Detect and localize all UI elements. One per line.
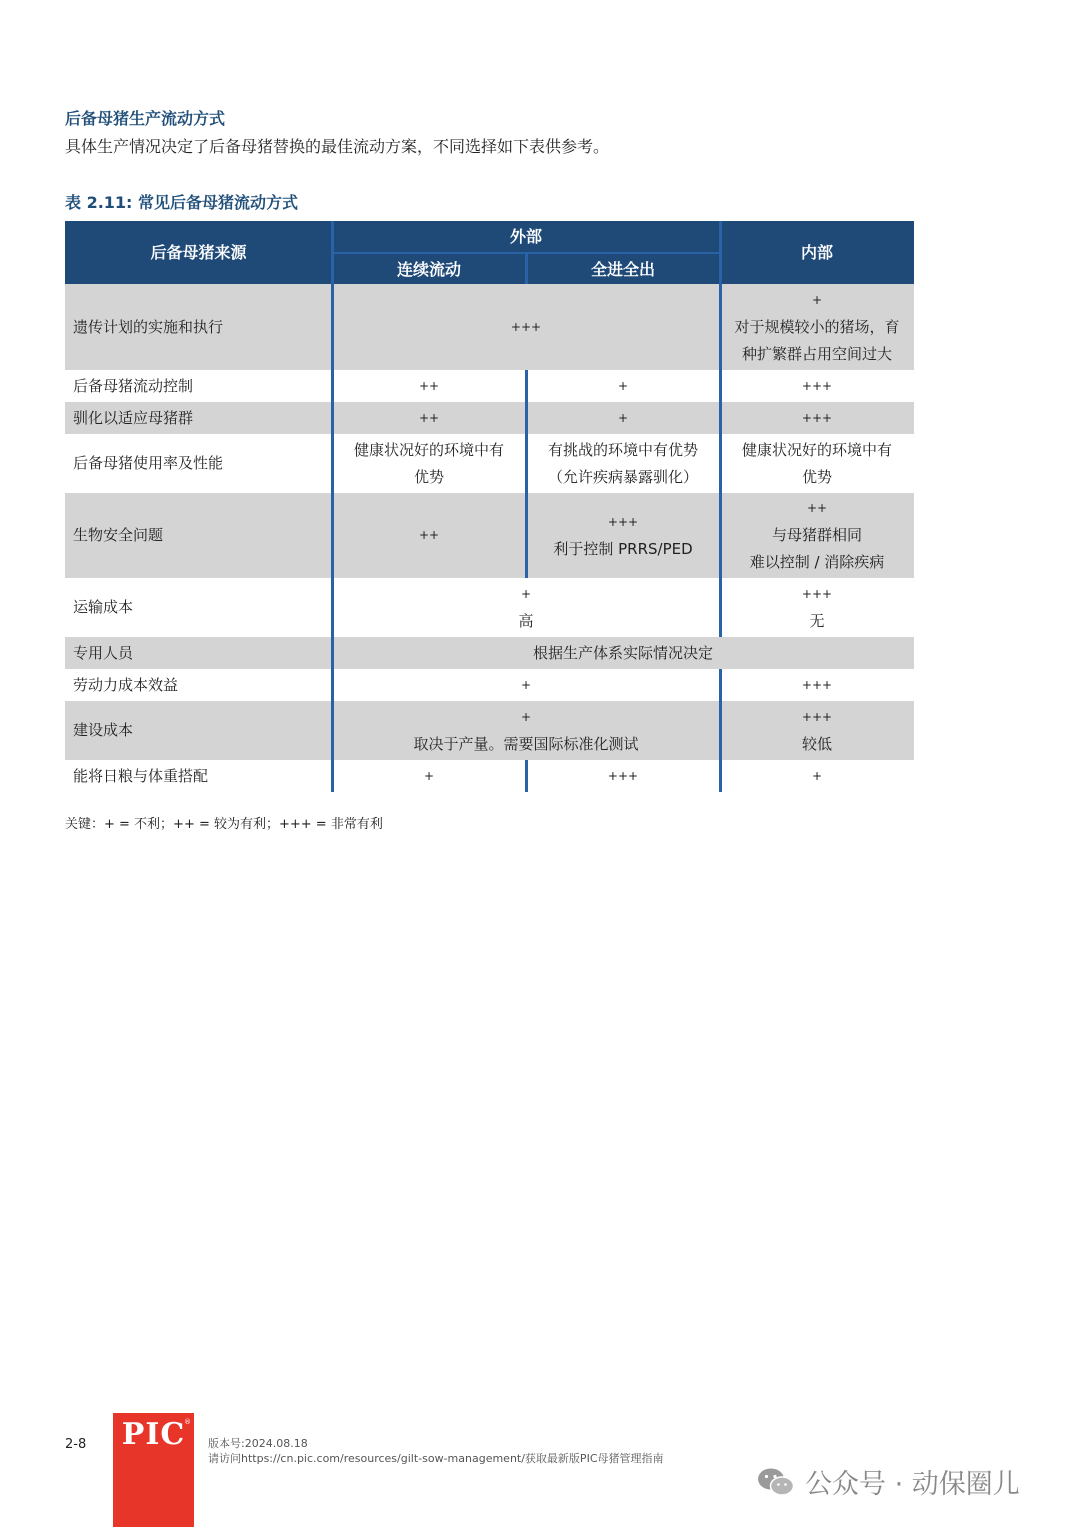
section-title: 后备母猪生产流动方式 — [65, 109, 226, 128]
cell-line: + — [520, 709, 532, 724]
cell-all-in-all-out: +++ — [607, 768, 639, 783]
cell-continuous: ++ — [418, 410, 440, 425]
cell-line: 健康状况好的环境中有 — [353, 440, 504, 459]
cell-line: 利于控制 PRRS/PED — [553, 539, 693, 558]
cell-continuous — [332, 434, 526, 493]
cell-line: +++ — [801, 709, 833, 724]
column-divider — [525, 370, 528, 578]
cell-line: 优势 — [801, 467, 832, 486]
row-label: 生物安全问题 — [73, 526, 164, 544]
cell-line: 无 — [809, 611, 825, 630]
cell-line: ++ — [806, 501, 828, 515]
cell-all-in-all-out — [526, 493, 720, 578]
row-label: 驯化以适应母猪群 — [73, 408, 194, 427]
cell-continuous: ++ — [418, 378, 440, 393]
cell-line: +++ — [607, 514, 639, 529]
pic-logo — [113, 1413, 194, 1527]
cell-internal — [720, 701, 914, 760]
watermark-text: 公众号 · 动保圈儿 — [805, 1469, 1020, 1500]
cell-line: + — [520, 586, 532, 601]
row-label: 劳动力成本效益 — [73, 675, 179, 694]
cell-internal — [720, 284, 914, 370]
registered-mark: ® — [184, 1418, 191, 1426]
column-divider — [525, 760, 528, 792]
cell-internal — [720, 578, 914, 637]
cell-internal — [720, 493, 914, 578]
cell-all-in-all-out: + — [617, 410, 629, 425]
cell-line: 高 — [518, 611, 534, 630]
column-divider — [719, 221, 722, 637]
gilt-flow-table — [65, 221, 914, 792]
cell-all-in-all-out: + — [617, 378, 629, 393]
wechat-icon — [757, 1467, 795, 1497]
cell-line: 难以控制 / 消除疾病 — [749, 553, 885, 571]
column-divider — [525, 252, 528, 284]
cell-line: 与母猪群相同 — [771, 526, 862, 544]
cell-external: +++ — [510, 319, 542, 334]
page-number: 2-8 — [65, 1437, 87, 1452]
cell-internal: + — [811, 768, 823, 783]
cell-external — [332, 701, 720, 760]
intro-text: 具体生产情况决定了后备母猪替换的最佳流动方案，不同选择如下表供参考。 — [65, 137, 610, 156]
table-caption: 表 2.11: 常见后备母猪流动方式 — [65, 193, 299, 212]
row-label: 建设成本 — [73, 721, 134, 739]
cell-line: 有挑战的环境中有优势 — [547, 440, 698, 459]
cell-all-sources: 根据生产体系实际情况决定 — [532, 643, 713, 662]
visit-url-text: 请访问https://cn.pic.com/resources/gilt-sow-management/获取最新版PIC母猪管理指南 — [208, 1452, 664, 1465]
cell-line: + — [811, 292, 823, 307]
row-label: 专用人员 — [73, 643, 134, 662]
header-external: 外部 — [332, 221, 720, 252]
cell-line: 健康状况好的环境中有 — [741, 440, 892, 459]
cell-line: 取决于产量。需要国际标准化测试 — [413, 734, 639, 753]
cell-external — [332, 578, 720, 637]
cell-line: （允许疾病暴露驯化） — [547, 467, 698, 486]
watermark — [757, 1462, 1020, 1501]
table-key: 关键：+ = 不利；++ = 较为有利；+++ = 非常有利 — [65, 817, 383, 832]
row-label: 遗传计划的实施和执行 — [73, 317, 224, 336]
row-label: 运输成本 — [73, 598, 134, 616]
cell-all-in-all-out — [526, 434, 720, 493]
header-all-in-all-out: 全进全出 — [526, 254, 720, 284]
cell-line: 较低 — [801, 734, 832, 753]
column-divider — [331, 221, 334, 792]
cell-internal: +++ — [801, 677, 833, 692]
cell-external: + — [520, 677, 532, 692]
logo-text: PIC — [121, 1417, 186, 1452]
cell-internal: +++ — [801, 410, 833, 425]
cell-continuous: + — [423, 768, 435, 783]
cell-line: +++ — [801, 586, 833, 601]
cell-continuous: ++ — [418, 528, 440, 542]
cell-line: 优势 — [413, 467, 444, 486]
header-internal: 内部 — [720, 221, 914, 284]
cell-line: 种扩繁群占用空间过大 — [741, 344, 892, 363]
cell-internal: +++ — [801, 378, 833, 393]
version-text: 版本号:2024.08.18 — [208, 1437, 308, 1450]
row-label: 后备母猪流动控制 — [73, 376, 194, 395]
cell-internal — [720, 434, 914, 493]
row-label: 后备母猪使用率及性能 — [73, 454, 224, 472]
row-label: 能将日粮与体重搭配 — [73, 766, 209, 785]
column-divider — [719, 669, 722, 792]
cell-line: 对于规模较小的猪场，育 — [734, 317, 900, 336]
header-source: 后备母猪来源 — [65, 221, 332, 284]
header-continuous: 连续流动 — [332, 254, 526, 284]
